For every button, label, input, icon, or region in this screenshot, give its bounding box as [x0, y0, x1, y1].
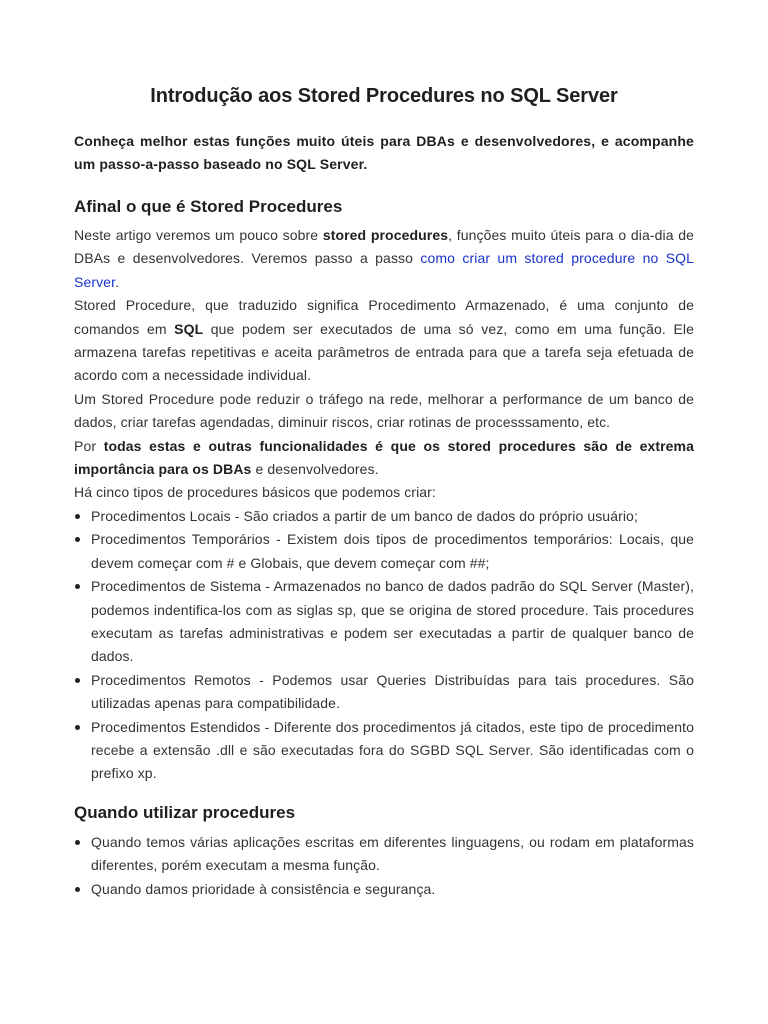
bold-text: SQL [174, 320, 204, 337]
text-run: , funções muito úteis para o dia-dia de DBAs e desenvolvedores. Veremos passo a passo [74, 227, 695, 267]
how-to-create-link[interactable]: como criar um stored procedure no SQL Server [74, 250, 695, 290]
paragraph-types-intro: Há cinco tipos de procedures básicos que podemos criar: [74, 484, 436, 501]
page-title: Introdução aos Stored Procedures no SQL Server [150, 85, 618, 107]
lead-paragraph: Conheça melhor estas funções muito úteis para DBAs e desenvolvedores, e acompanhe um passo-a-passo baseado no SQL Server. [74, 133, 694, 172]
paragraph-benefits: Um Stored Procedure pode reduzir o tráfego na rede, melhorar a performance de um banco de dados, criar tarefas agendadas, diminuir riscos, criar rotinas de processsamento, etc. [74, 390, 694, 431]
list-item [74, 505, 694, 528]
bullet-icon [75, 725, 80, 730]
paragraph-importance [74, 435, 694, 482]
paragraph-intro [74, 224, 694, 294]
list-item [74, 716, 694, 786]
list-item [74, 878, 694, 901]
document-page [74, 0, 694, 901]
list-item-text: Procedimentos Temporários - Existem dois tipos de procedimentos temporários: Locais, que devem começar com # e Globais, que devem começar com ##; [91, 531, 694, 571]
text-run: que podem ser executados de uma só vez, como em uma função. Ele armazena tarefas repetitivas e aceita parâmetros de entrada para que a tarefa seja efetuada de acordo com a necessidade individual. [74, 320, 694, 384]
list-item-text: Procedimentos Estendidos - Diferente dos procedimentos já citados, este tipo de procedimento recebe a extensão .dll e são executadas fora do SGBD SQL Server. São identificadas com o prefixo xp. [91, 718, 694, 782]
bold-text: todas estas e outras funcionalidades é que os stored procedures são de extrema importância para os DBAs [74, 437, 694, 478]
section-heading-what-is: Afinal o que é Stored Procedures [74, 197, 343, 216]
list-item [74, 575, 694, 669]
bold-text: stored procedures [322, 227, 449, 243]
bullet-icon [75, 537, 80, 542]
paragraph-definition [74, 294, 694, 388]
procedure-types-list [74, 505, 694, 786]
list-item-text: Procedimentos Locais - São criados a partir de um banco de dados do próprio usuário; [91, 507, 638, 524]
list-item [74, 528, 694, 575]
bullet-icon [75, 514, 80, 519]
bullet-icon [75, 584, 80, 589]
section-heading-when-to-use: Quando utilizar procedures [74, 802, 296, 822]
text-run: Stored Procedure, que traduzido significa Procedimento Armazenado, é uma conjunto de comandos em [74, 297, 694, 337]
text-run: e desenvolvedores. [251, 461, 379, 478]
when-to-use-list [74, 831, 694, 901]
text-run: Neste artigo veremos um pouco sobre [74, 227, 323, 243]
list-item-text: Quando temos várias aplicações escritas em diferentes linguagens, ou rodam em plataformas diferentes, porém executam a mesma função. [91, 833, 694, 874]
bullet-icon [75, 840, 80, 845]
list-item [74, 669, 694, 716]
list-item-text: Procedimentos Remotos - Podemos usar Queries Distribuídas para tais procedures. São utilizadas apenas para compatibilidade. [91, 671, 694, 712]
list-item-text: Quando damos prioridade à consistência e segurança. [91, 880, 436, 897]
text-run: Por [74, 437, 104, 454]
text-run: . [115, 273, 120, 290]
list-item-text: Procedimentos de Sistema - Armazenados no banco de dados padrão do SQL Server (Master), podemos indentifica-los com as siglas sp, que se origina de stored procedure. Tais procedures executam as tarefas administrativas e podem ser executadas a partir de qualquer banco de dados. [91, 578, 694, 665]
list-item [74, 831, 694, 878]
bullet-icon [75, 678, 80, 683]
bullet-icon [75, 887, 80, 892]
